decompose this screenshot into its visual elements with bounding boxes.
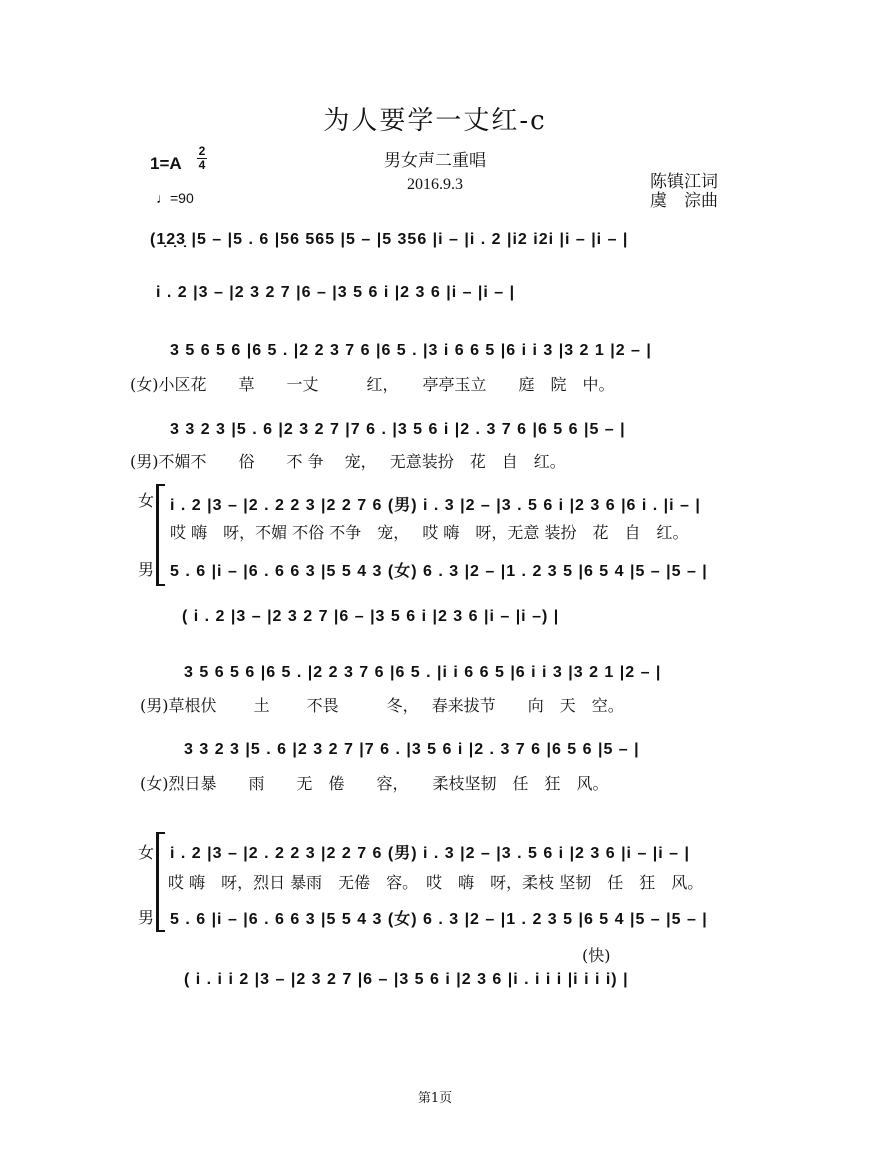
part-label-female: 女 xyxy=(138,491,155,510)
notation-line-interlude: ( i . 2 |3 – |2 3 2 7 |6 – |3 5 6 i |2 3 6 |i – |i –) | xyxy=(182,608,560,625)
notation-line-5-female: i . 2 |3 – |2 . 2 2 3 |2 2 7 6 (男) i . 3 |2 – |3 . 5 6 i |2 3 6 |6 i . |i – | xyxy=(170,497,701,514)
song-subtitle: 男女声二重唱 xyxy=(384,151,486,171)
staff-brace xyxy=(156,484,165,586)
part-label-male-2: 男 xyxy=(138,908,155,927)
notation-line-10-female: i . 2 |3 – |2 . 2 2 3 |2 2 7 6 (男) i . 3 |2 – |3 . 5 6 i |2 3 6 |i – |i – | xyxy=(170,845,690,862)
key-signature: 1=A xyxy=(150,154,182,173)
lyric-line-9: (女)烈日暴 雨 无 倦 容， 柔枝坚韧 任 狂 风。 xyxy=(140,774,609,793)
notation-line-final: ( i . i i 2 |3 – |2 3 2 7 |6 – |3 5 6 i |2 3 6 |i . i i i |i i i i) | xyxy=(184,971,629,988)
notation-line-3: 3 5 6 5 6 |6 5 . |2 2 3 7 6 |6 5 . |3 i 6 6 5 |6 i i 3 |3 2 1 |2 – | xyxy=(170,342,652,359)
notation-line-4: 3 3 2 3 |5 . 6 |2 3 2 7 |7 6 . |3 5 6 i |2 . 3 7 6 |6 5 6 |5 – | xyxy=(170,421,626,438)
notation-line-9: 3 3 2 3 |5 . 6 |2 3 2 7 |7 6 . |3 5 6 i |2 . 3 7 6 |6 5 6 |5 – | xyxy=(184,741,640,758)
meter-top: 2 xyxy=(198,144,206,158)
time-signature xyxy=(197,146,207,171)
meter-bottom: 4 xyxy=(198,158,206,172)
staff-brace-2 xyxy=(156,832,165,932)
tempo-marking: ♩=90 xyxy=(156,190,194,206)
part-label-female-2: 女 xyxy=(138,843,155,862)
notation-line-8: 3 5 6 5 6 |6 5 . |2 2 3 7 6 |6 5 . |i i 6 6 5 |6 i i 3 |3 2 1 |2 – | xyxy=(184,664,662,681)
part-label-male: 男 xyxy=(138,560,155,579)
song-date: 2016.9.3 xyxy=(407,176,463,193)
lyric-line-10: 哎 嗨 呀，烈日 暴雨 无倦 容。 哎 嗨 呀，柔枝 坚韧 任 狂 风。 xyxy=(168,873,704,892)
composer-credit: 虞 淙曲 xyxy=(650,191,718,211)
page-number: 第1页 xyxy=(417,1091,453,1106)
lyricist-credit: 陈镇江词 xyxy=(650,172,718,192)
lyric-line-3: (女)小区花 草 一丈 红， 亭亭玉立 庭 院 中。 xyxy=(130,375,615,394)
lyric-line-8: (男)草根伏 土 不畏 冬， 春来拔节 向 天 空。 xyxy=(140,696,624,715)
tempo-mark-fast: (快) xyxy=(582,946,611,965)
lyric-line-4: (男)不媚不 俗 不 争 宠， 无意装扮 花 自 红。 xyxy=(130,452,566,471)
notation-line-1: (1̣2̣3̣ |5 – |5 . 6 |56 565 |5 – |5 356 |i – |i . 2 |i2 i2i |i – |i – | xyxy=(150,231,629,248)
notation-line-10-male: 5 . 6 |i – |6 . 6 6 3 |5 5 4 3 (女) 6 . 3 |2 – |1 . 2 3 5 |6 5 4 |5 – |5 – | xyxy=(170,911,708,928)
notation-line-5-male: 5 . 6 |i – |6 . 6 6 3 |5 5 4 3 (女) 6 . 3 |2 – |1 . 2 3 5 |6 5 4 |5 – |5 – | xyxy=(170,563,708,580)
notation-line-2: i . 2 |3 – |2 3 2 7 |6 – |3 5 6 i |2 3 6 |i – |i – | xyxy=(156,284,516,301)
song-title: 为人要学一丈红-c xyxy=(323,106,547,136)
lyric-line-5: 哎 嗨 呀，不媚 不俗 不争 宠， 哎 嗨 呀，无意 装扮 花 自 红。 xyxy=(170,523,689,542)
